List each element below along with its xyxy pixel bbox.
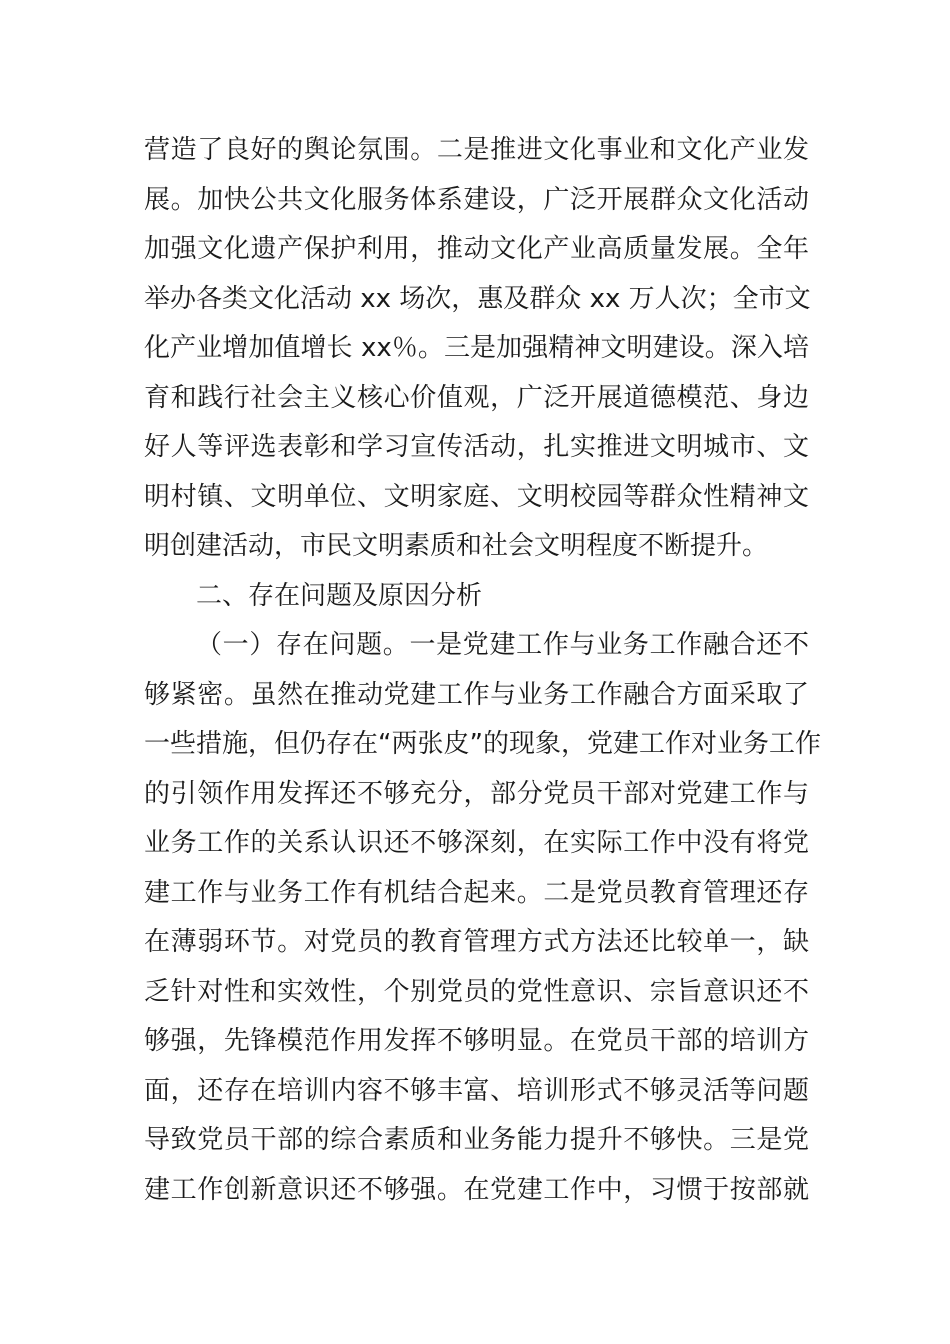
text-line: 导致党员干部的综合素质和业务能力提升不够快。三是党 xyxy=(144,1125,809,1155)
text-line: 举办各类文化活动 xx 场次，惠及群众 xx 万人次；全市文 xyxy=(144,283,811,314)
text-line: 好人等评选表彰和学习宣传活动，扎实推进文明城市、文 xyxy=(144,432,809,462)
text-line: 化产业增加值增长 xx％。三是加强精神文明建设。深入培 xyxy=(144,333,809,363)
text-line: 的引领作用发挥还不够充分，部分党员干部对党建工作与 xyxy=(144,778,809,809)
text-line: 育和践行社会主义核心价值观，广泛开展道德模范、身边 xyxy=(144,382,809,413)
text-line: 营造了良好的舆论氛围。二是推进文化事业和文化产业发 xyxy=(144,135,809,165)
body-text xyxy=(144,126,821,1215)
text-line: 业务工作的关系认识还不够深刻，在实际工作中没有将党 xyxy=(144,828,809,858)
paragraph-first-line: （一）存在问题。一是党建工作与业务工作融合还不 xyxy=(196,630,809,660)
section-heading: 二、存在问题及原因分析 xyxy=(196,580,483,611)
text-line: 在薄弱环节。对党员的教育管理方式方法还比较单一，缺 xyxy=(144,927,809,957)
text-line: 明村镇、文明单位、文明家庭、文明校园等群众性精神文 xyxy=(144,481,809,512)
text-line: 展。加快公共文化服务体系建设，广泛开展群众文化活动 xyxy=(144,184,809,215)
text-line: 一些措施，但仍存在“两张皮”的现象，党建工作对业务工作 xyxy=(144,729,821,759)
text-line: 乏针对性和实效性，个别党员的党性意识、宗旨意识还不 xyxy=(144,976,809,1007)
text-line: 明创建活动，市民文明素质和社会文明程度不断提升。 xyxy=(144,531,769,561)
text-line: 面，还存在培训内容不够丰富、培训形式不够灵活等问题 xyxy=(144,1075,809,1106)
text-line: 建工作创新意识还不够强。在党建工作中，习惯于按部就 xyxy=(144,1174,809,1205)
text-line: 加强文化遗产保护利用，推动文化产业高质量发展。全年 xyxy=(144,234,809,264)
text-line: 建工作与业务工作有机结合起来。二是党员教育管理还存 xyxy=(144,877,809,908)
text-line: 够强，先锋模范作用发挥不够明显。在党员干部的培训方 xyxy=(144,1026,809,1056)
text-line: 够紧密。虽然在推动党建工作与业务工作融合方面采取了 xyxy=(144,679,809,710)
